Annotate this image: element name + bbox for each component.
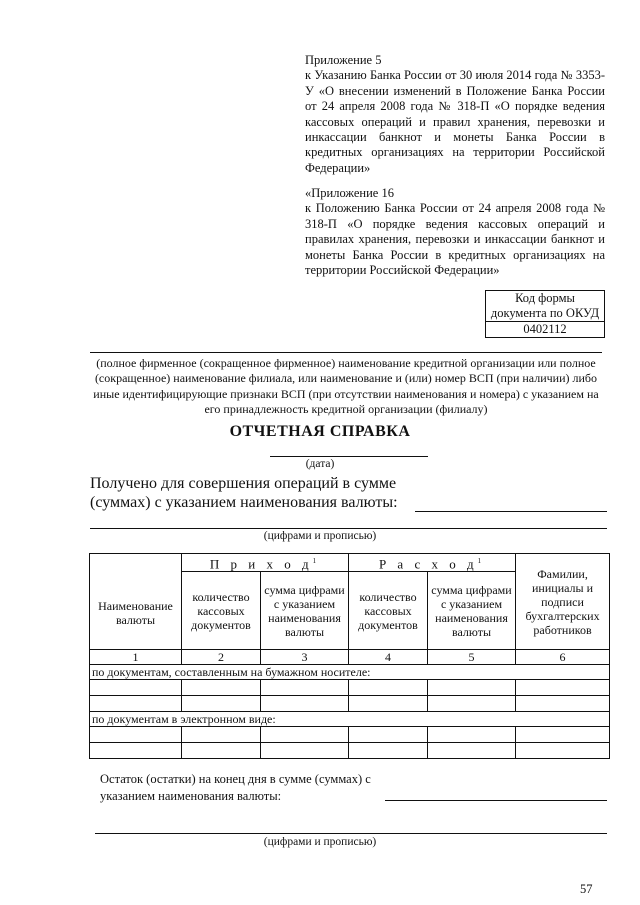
expense-count-header: количество кассовых документов	[349, 572, 428, 650]
appendix-5-heading: Приложение 5	[305, 53, 382, 67]
okud-code: 0402112	[486, 321, 604, 337]
document-title: ОТЧЕТНАЯ СПРАВКА	[229, 423, 411, 440]
okud-label-line1: Код формы	[515, 291, 575, 305]
table-row	[90, 743, 610, 759]
received-text: Получено для совершения операций в сумме (суммах) с указанием наименования валюты:	[90, 475, 398, 511]
appendix-5-block	[305, 53, 605, 176]
appendix-16-block	[305, 186, 605, 278]
income-count-header: количество кассовых документов	[182, 572, 261, 650]
col-number-5: 5	[428, 650, 516, 665]
col-number-6: 6	[516, 650, 610, 665]
balance-text: Остаток (остатки) на конец дня в сумме (суммах) с указанием наименования валюты:	[100, 772, 371, 803]
appendix-16-heading: «Приложение 16	[305, 186, 394, 200]
col-names-header: Фамилии, инициалы и подписи бухгалтерских работников	[516, 554, 610, 650]
okud-code-box	[485, 290, 605, 338]
okud-label-line2: документа по ОКУД	[490, 306, 600, 320]
expense-header: Р а с х о $д^1$	[349, 554, 516, 572]
date-line	[270, 456, 428, 457]
balance-amount-line	[385, 800, 607, 801]
date-label: (дата)	[305, 458, 335, 470]
table-row	[90, 727, 610, 743]
col-number-4: 4	[349, 650, 428, 665]
balance-amount-line-2	[95, 833, 607, 834]
col-number-1: 1	[90, 650, 182, 665]
org-name-note: (полное фирменное (сокращенное фирменное) наименование кредитной организации или полное (сокращенное) наименование филиала, или наименование и (или) номер ВСП (при наличии) либо иные идентифицирующие признаки ВСП (при отсутствии наименования и номера) с указанием на его принадлежность кредитной организации (филиалу)	[93, 356, 599, 417]
col-currency-header: Наименование валюты	[90, 554, 182, 650]
section-paper-label: по документам, составленным на бумажном носителе:	[90, 665, 610, 680]
section-electronic-label: по документам в электронном виде:	[90, 712, 610, 727]
expense-sum-header: сумма цифрами с указанием наименования валюты	[428, 572, 516, 650]
col-number-3: 3	[261, 650, 349, 665]
org-name-line	[90, 352, 602, 353]
received-amount-line-2	[90, 528, 607, 529]
amount-note-2: (цифрами и прописью)	[263, 836, 377, 848]
page-number: 57	[580, 882, 593, 896]
appendix-5-body: к Указанию Банка России от 30 июля 2014 года № 3353-У «О внесении изменений в Положение Банка России от 24 апреля 2008 года № 318-П «О порядке ведения кассовых операций и правил хранения, перевозки и инкассации банкнот и монеты Банка России в кредитных организациях на территории Российской Федерации»	[305, 68, 605, 175]
income-header: П р и х о $д^1$	[182, 554, 349, 572]
received-amount-line	[415, 511, 607, 512]
income-sum-header: сумма цифрами с указанием наименования валюты	[261, 572, 349, 650]
report-table	[89, 553, 610, 759]
amount-note-1: (цифрами и прописью)	[263, 530, 377, 542]
appendix-16-body: к Положению Банка России от 24 апреля 2008 года № 318-П «О порядке ведения кассовых операций и правилах хранения, перевозки и инкассации банкнот и монеты Банка России в кредитных организациях на территории Российской Федерации»	[305, 201, 605, 278]
table-row	[90, 680, 610, 696]
col-number-2: 2	[182, 650, 261, 665]
table-row	[90, 696, 610, 712]
